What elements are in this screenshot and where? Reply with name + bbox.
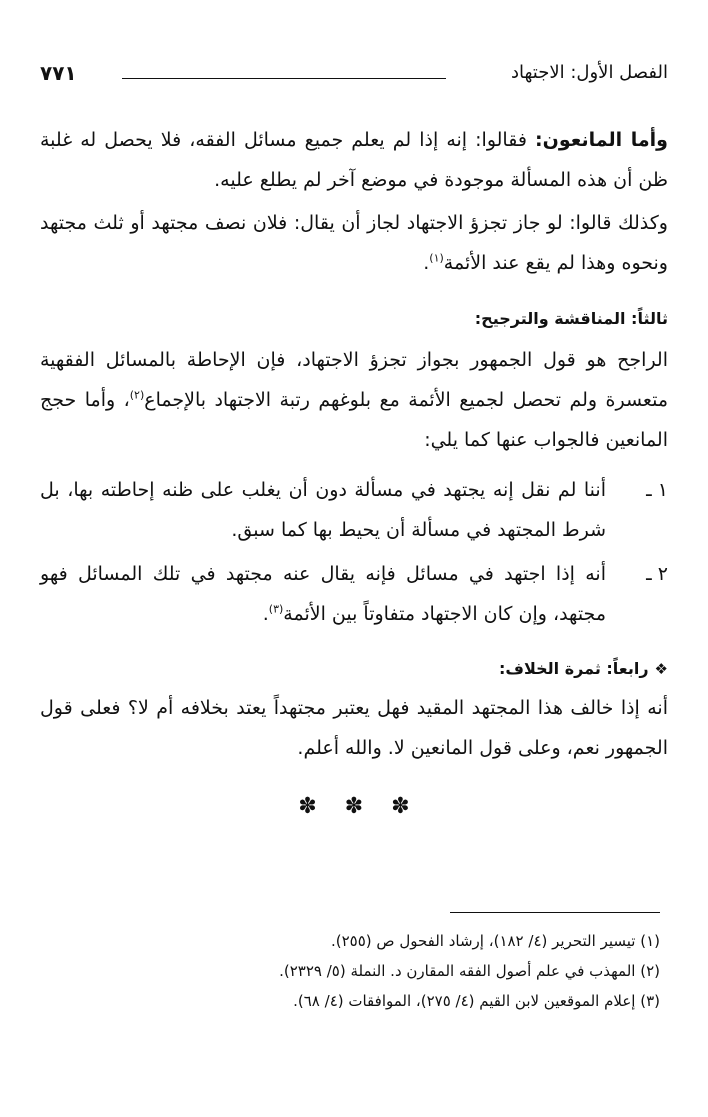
footnote-item: (٣) إعلام الموقعين لابن القيم (٤/ ٢٧٥)، الموافقات (٤/ ٦٨). (293, 992, 660, 1010)
list-item-text: أننا لم نقل إنه يجتهد في مسألة دون أن يغلب على ظنه إحاطته بها، بل شرط المجتهد في مسألة أن يحيط بها كما سبق. (40, 479, 606, 541)
opponents-lead: وأما المانعون: (535, 129, 668, 151)
footnote-ref-2[interactable]: (٢) (129, 388, 145, 402)
section-three-text: الراجح هو قول الجمهور بجواز تجزؤ الاجتهاد، فإن الإحاطة بالمسائل الفقهية متعسرة ولم تحصل لجميع الأئمة مع بلوغهم رتبة الاجتهاد بالإجماع (40, 349, 668, 411)
section-three-text-end: ، وأما حجج المانعين فالجواب عنها كما يلي: (40, 389, 668, 451)
footnote-item: (١) تيسير التحرير (٤/ ١٨٢)، إرشاد الفحول ص (٢٥٥). (331, 932, 660, 950)
likewise-text: وكذلك قالوا: لو جاز تجزؤ الاجتهاد لجاز أن يقال: فلان نصف مجتهد أو ثلث مجتهد ونحوه وهذا لم يقع عند الأئمة (40, 212, 668, 274)
header-rule (122, 78, 446, 79)
diamond-icon: ❖ (654, 660, 668, 678)
section-four-heading: ❖رابعاً: ثمرة الخلاف: (498, 659, 668, 678)
footnote-ref-1[interactable]: (١) (429, 251, 444, 265)
section-three-paragraph (40, 340, 668, 460)
asterism-icon: ✽ (344, 794, 364, 819)
asterism-icon: ✽ (298, 794, 317, 819)
likewise-end: . (423, 252, 430, 274)
chapter-title: الفصل الأول: الاجتهاد (511, 62, 668, 83)
asterism-icon: ✽ (391, 794, 410, 819)
list-item-number: ١ ـ (646, 479, 668, 501)
list-item (40, 554, 668, 634)
footnote-item: (٢) المهذب في علم أصول الفقه المقارن د. النملة (٥/ ٢٣٢٩). (279, 962, 660, 980)
running-header (40, 58, 668, 88)
section-separator (0, 793, 708, 821)
opponents-paragraph (40, 120, 668, 200)
list-item-number: ٢ ـ (646, 563, 668, 585)
likewise-paragraph (40, 203, 668, 283)
list-item (40, 470, 668, 550)
footnotes (40, 926, 660, 1016)
opponents-text: فقالوا: إنه إذا لم يعلم جميع مسائل الفقه، فلا يحصل له غلبة ظن أن هذه المسألة موجودة في موضع آخر لم يطلع عليه. (40, 129, 668, 191)
section-four-text: أنه إذا خالف هذا المجتهد المقيد فهل يعتبر مجتهداً يعتد بخلافه أم لا؟ فعلى قول الجمهور نعم، وعلى قول المانعين لا. والله أعلم. (40, 697, 668, 759)
page-number: ٧٧١ (40, 61, 77, 85)
footnote-rule (450, 912, 660, 913)
section-three-heading: ثالثاً: المناقشة والترجيح: (474, 309, 668, 328)
list-item-text: أنه إذا اجتهد في مسائل فإنه يقال عنه مجتهد في تلك المسائل فهو مجتهد، وإن كان الاجتهاد متفاوتاً بين الأئمة$^{(٣)}$. (40, 563, 606, 625)
footnote-ref-3[interactable]: (٣) (268, 602, 284, 616)
section-four-paragraph (40, 688, 668, 768)
